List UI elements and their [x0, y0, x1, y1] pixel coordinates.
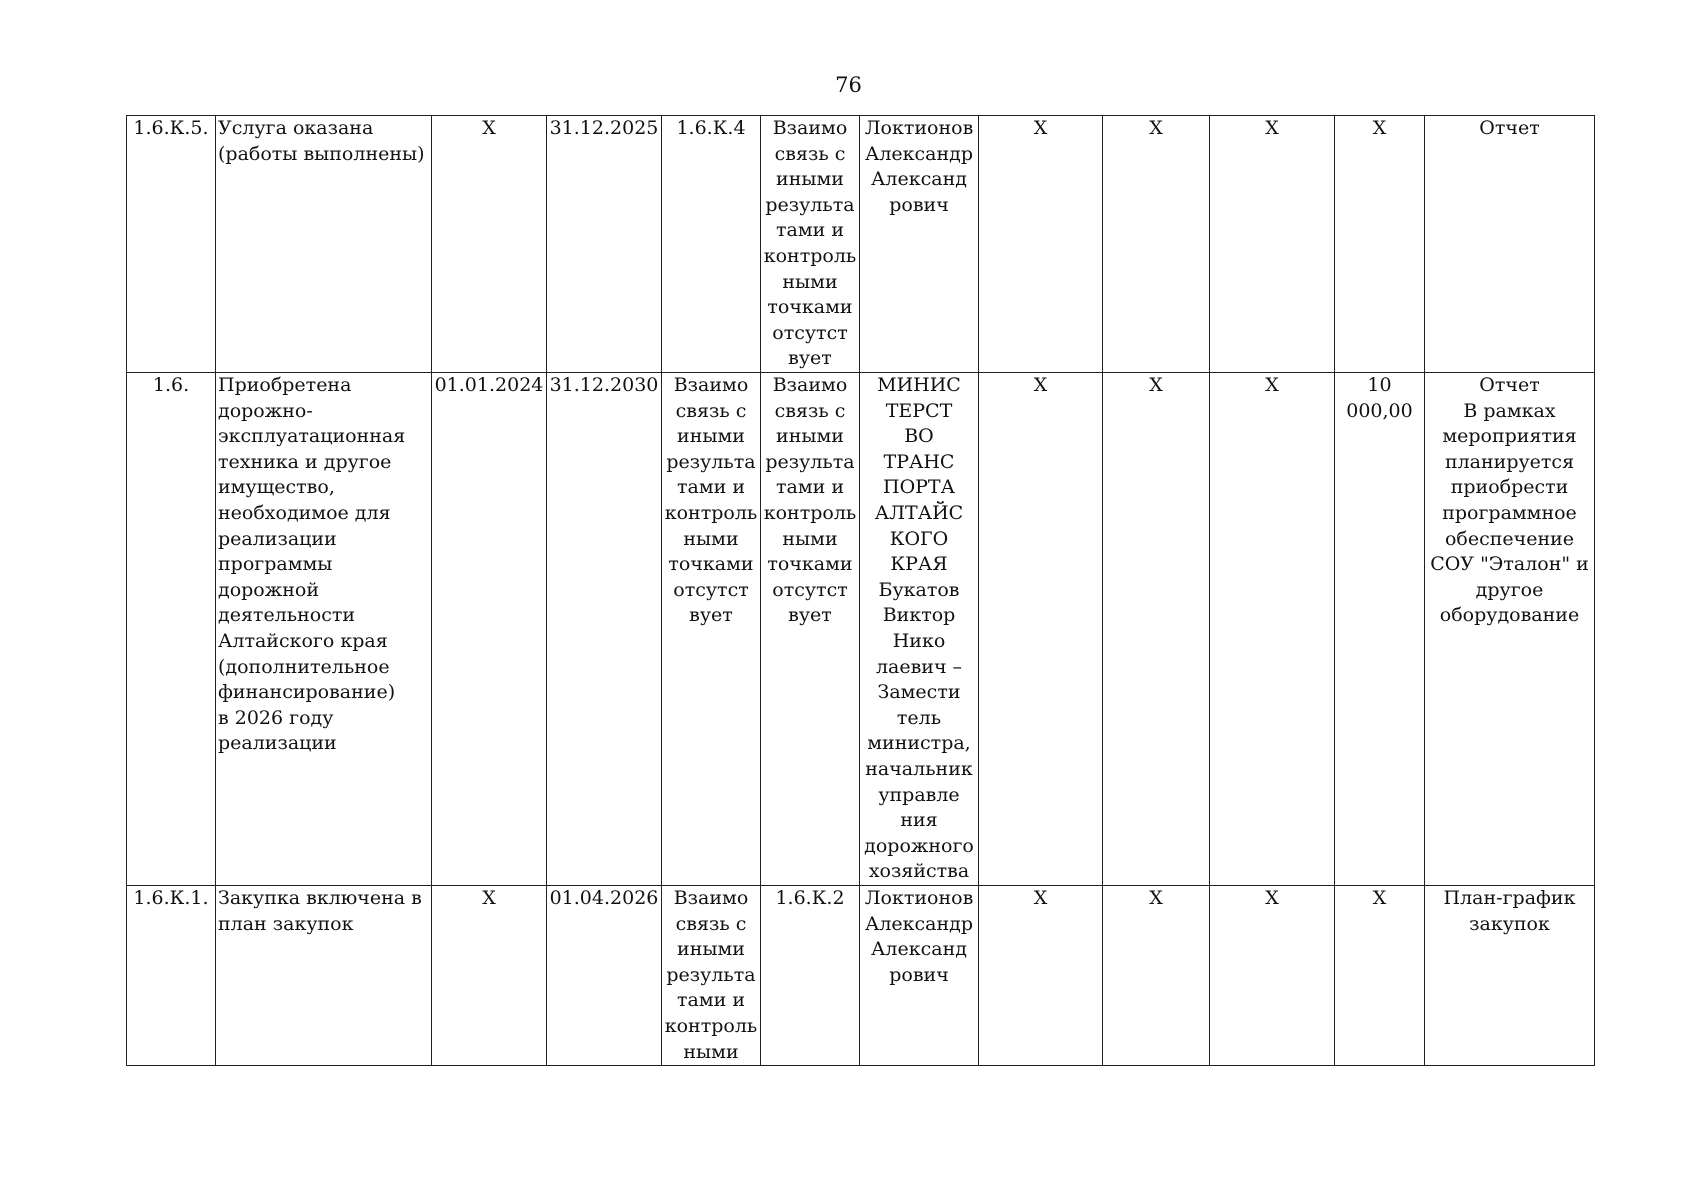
row-responsible: Локтионов Александр Александ рович — [860, 886, 979, 1066]
row-predecessor: Взаимо связь с иными результа тами и контроль ными — [662, 886, 761, 1066]
row-col-2: Х — [1103, 886, 1210, 1066]
row-col-2: Х — [1103, 373, 1210, 886]
row-document: Отчет — [1425, 116, 1595, 373]
row-name: Приобретена дорожно- эксплуатационная техника и другое имущество, необходимое для реализации программы дорожной деятельности Алтайского края (дополнительное финансирование) в 2026 году реализации — [216, 373, 432, 886]
row-responsible: МИНИС ТЕРСТ ВО ТРАНС ПОРТА АЛТАЙС КОГО КРАЯ Букатов Виктор Нико лаевич – Замести тель министра, начальник управле ния дорожного хозяйства — [860, 373, 979, 886]
row-successor: 1.6.К.2 — [761, 886, 860, 1066]
row-col-4: Х — [1335, 886, 1425, 1066]
row-start-date: 01.01.2024 — [432, 373, 547, 886]
row-col-3: Х — [1210, 116, 1335, 373]
row-code: 1.6. — [127, 373, 216, 886]
row-col-4: 10 000,00 — [1335, 373, 1425, 886]
page-number: 76 — [835, 73, 862, 97]
row-col-4: Х — [1335, 116, 1425, 373]
table-row — [127, 886, 1595, 1066]
row-col-1: Х — [979, 373, 1103, 886]
row-predecessor: Взаимо связь с иными результа тами и контроль ными точками отсутст вует — [662, 373, 761, 886]
table-row — [127, 373, 1595, 886]
row-col-1: Х — [979, 886, 1103, 1066]
plan-table — [126, 115, 1595, 1066]
row-successor: Взаимо связь с иными результа тами и контроль ными точками отсутст вует — [761, 373, 860, 886]
row-col-3: Х — [1210, 886, 1335, 1066]
row-start-date: Х — [432, 116, 547, 373]
row-predecessor: 1.6.К.4 — [662, 116, 761, 373]
row-code: 1.6.К.1. — [127, 886, 216, 1066]
table-row — [127, 116, 1595, 373]
row-col-3: Х — [1210, 373, 1335, 886]
row-code: 1.6.К.5. — [127, 116, 216, 373]
row-name: Услуга оказана (работы выполнены) — [216, 116, 432, 373]
row-col-2: Х — [1103, 116, 1210, 373]
row-start-date: Х — [432, 886, 547, 1066]
row-successor: Взаимо связь с иными результа тами и контроль ными точками отсутст вует — [761, 116, 860, 373]
row-end-date: 31.12.2030 — [547, 373, 662, 886]
row-end-date: 31.12.2025 — [547, 116, 662, 373]
row-responsible: Локтионов Александр Александ рович — [860, 116, 979, 373]
row-end-date: 01.04.2026 — [547, 886, 662, 1066]
row-col-1: Х — [979, 116, 1103, 373]
row-document: План-график закупок — [1425, 886, 1595, 1066]
row-name: Закупка включена в план закупок — [216, 886, 432, 1066]
row-document: Отчет В рамках мероприятия планируется приобрести программное обеспечение СОУ "Эталон" и другое оборудование — [1425, 373, 1595, 886]
